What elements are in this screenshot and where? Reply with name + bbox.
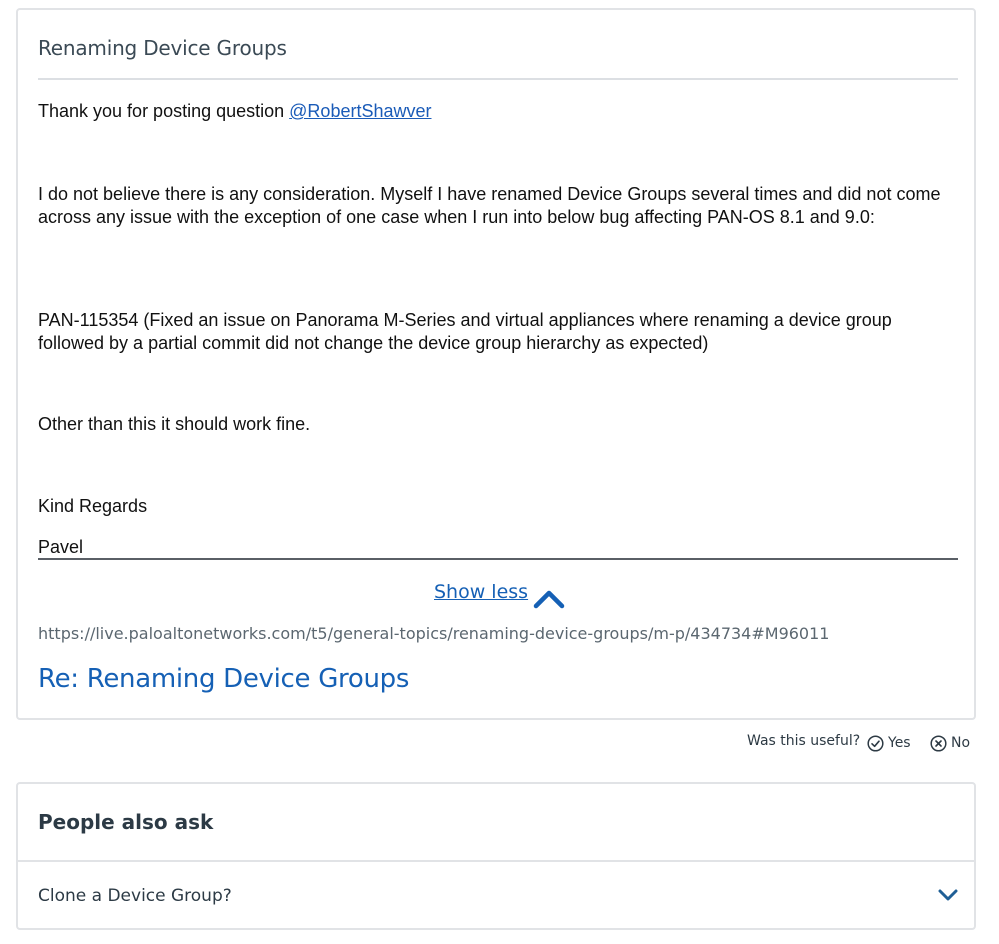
- people-also-ask-card: [16, 782, 976, 930]
- greeting-line: [38, 100, 958, 123]
- user-mention-link[interactable]: @RobertShawver: [289, 101, 432, 121]
- check-circle-icon: [867, 735, 884, 752]
- content-divider: [38, 558, 958, 560]
- result-title-link[interactable]: Re: Renaming Device Groups: [38, 664, 410, 694]
- x-circle-icon: [930, 735, 947, 752]
- paa-question[interactable]: Clone a Device Group?: [38, 886, 232, 906]
- feedback-yes-button[interactable]: [867, 733, 911, 753]
- feedback-question: Was this useful?: [747, 733, 861, 749]
- feedback-yes-label: Yes: [888, 735, 911, 751]
- answer-paragraph-2: PAN-115354 (Fixed an issue on Panorama M-Series and virtual appliances where renaming a device group followed by a partial commit did not change the device group hierarchy as expected): [38, 310, 892, 353]
- signature-text: Pavel: [38, 537, 84, 557]
- greeting-text: Thank you for posting question: [38, 101, 290, 121]
- chevron-up-icon[interactable]: [532, 585, 566, 611]
- title-divider: [38, 78, 958, 80]
- answer-card: [16, 8, 976, 720]
- answer-paragraph-1: I do not believe there is any consideration. Myself I have renamed Device Groups several times and did not come across any issue with the exception of one case when I run into below bug affecting PAN-OS 8.1 and 9.0:: [38, 184, 941, 227]
- chevron-down-icon[interactable]: [938, 888, 958, 902]
- closing-text: Kind Regards: [38, 496, 148, 516]
- answer-paragraph-3: Other than this it should work fine.: [38, 414, 311, 434]
- paa-divider: [18, 860, 974, 862]
- answer-card-title: Renaming Device Groups: [38, 36, 287, 60]
- source-url: https://live.paloaltonetworks.com/t5/general-topics/renaming-device-groups/m-p/434734#M96011: [38, 624, 830, 643]
- people-also-ask-title: People also ask: [38, 810, 214, 834]
- feedback-no-label: No: [951, 735, 971, 751]
- feedback-no-button[interactable]: [930, 733, 970, 753]
- show-less-link[interactable]: Show less: [434, 581, 529, 603]
